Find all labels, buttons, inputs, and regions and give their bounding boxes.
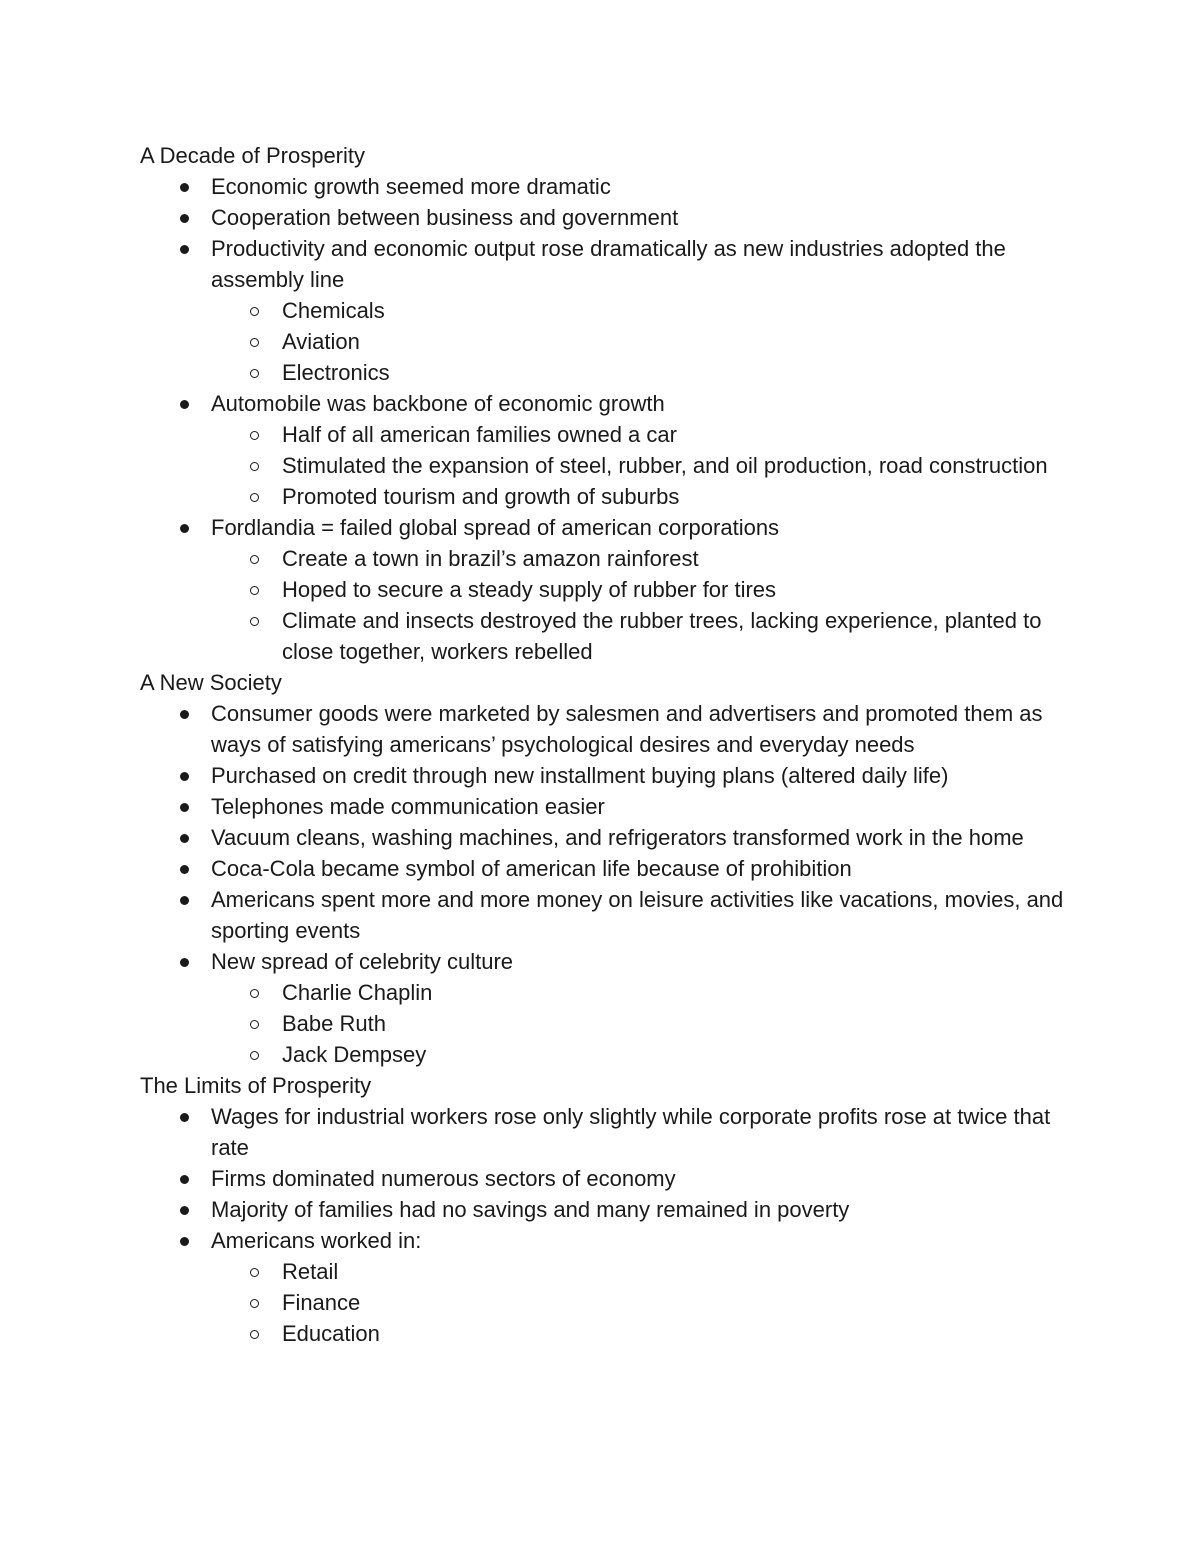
sub-list-item: [282, 574, 1070, 605]
bullet-disc-icon: [180, 524, 189, 533]
list-item: [211, 512, 1070, 667]
bullet-circle-icon: [250, 1268, 259, 1277]
document-page: [140, 140, 1070, 1349]
list-item: [211, 171, 1070, 202]
list-item-text: Firms dominated numerous sectors of economy: [211, 1166, 676, 1191]
bullet-circle-icon: [250, 369, 259, 378]
bullet-circle-icon: [250, 493, 259, 502]
sub-bullet-list: [211, 295, 1070, 388]
sub-bullet-list: [211, 543, 1070, 667]
sub-list-item-text: Promoted tourism and growth of suburbs: [282, 484, 680, 509]
list-item-text: Telephones made communication easier: [211, 794, 605, 819]
sub-list-item: [282, 295, 1070, 326]
bullet-circle-icon: [250, 462, 259, 471]
bullet-circle-icon: [250, 338, 259, 347]
sub-list-item: [282, 1256, 1070, 1287]
bullet-circle-icon: [250, 431, 259, 440]
list-item: [211, 946, 1070, 1070]
list-item: [211, 202, 1070, 233]
list-item-text: Consumer goods were marketed by salesmen and advertisers and promoted them as ways of satisfying americans’ psychological desires and everyday needs: [211, 701, 1043, 757]
list-item-text: Cooperation between business and government: [211, 205, 679, 230]
bullet-disc-icon: [180, 772, 189, 781]
bullet-circle-icon: [250, 1330, 259, 1339]
bullet-disc-icon: [180, 1113, 189, 1122]
sub-list-item: [282, 419, 1070, 450]
list-item-text: New spread of celebrity culture: [211, 949, 514, 974]
sub-bullet-list: [211, 419, 1070, 512]
list-item: [211, 822, 1070, 853]
bullet-disc-icon: [180, 214, 189, 223]
bullet-disc-icon: [180, 400, 189, 409]
sub-list-item-text: Finance: [282, 1290, 361, 1315]
list-item: [211, 1101, 1070, 1163]
sub-list-item: [282, 481, 1070, 512]
section-heading: A Decade of Prosperity: [140, 143, 366, 168]
list-item: [211, 1163, 1070, 1194]
sub-list-item: [282, 1287, 1070, 1318]
list-item: [211, 1225, 1070, 1349]
bullet-disc-icon: [180, 1175, 189, 1184]
list-item-text: Productivity and economic output rose dramatically as new industries adopted the assembly line: [211, 236, 1006, 292]
bullet-disc-icon: [180, 245, 189, 254]
sub-list-item: [282, 543, 1070, 574]
list-item-text: Fordlandia = failed global spread of american corporations: [211, 515, 780, 540]
sub-list-item: [282, 1008, 1070, 1039]
bullet-disc-icon: [180, 803, 189, 812]
sub-list-item-text: Create a town in brazil’s amazon rainforest: [282, 546, 699, 571]
bullet-circle-icon: [250, 989, 259, 998]
section-heading: The Limits of Prosperity: [140, 1073, 372, 1098]
sub-list-item-text: Chemicals: [282, 298, 385, 323]
sub-list-item-text: Electronics: [282, 360, 390, 385]
sub-list-item-text: Education: [282, 1321, 380, 1346]
list-item: [211, 853, 1070, 884]
bullet-circle-icon: [250, 307, 259, 316]
sub-list-item-text: Climate and insects destroyed the rubber trees, lacking experience, planted to close together, workers rebelled: [282, 608, 1042, 664]
bullet-disc-icon: [180, 958, 189, 967]
sub-list-item-text: Stimulated the expansion of steel, rubber, and oil production, road construction: [282, 453, 1048, 478]
list-item: [211, 1194, 1070, 1225]
section-heading: A New Society: [140, 670, 282, 695]
sub-list-item-text: Retail: [282, 1259, 339, 1284]
list-item-text: Wages for industrial workers rose only slightly while corporate profits rose at twice that rate: [211, 1104, 1051, 1160]
sub-list-item-text: Aviation: [282, 329, 360, 354]
bullet-disc-icon: [180, 896, 189, 905]
sub-list-item: [282, 977, 1070, 1008]
sub-list-item-text: Jack Dempsey: [282, 1042, 427, 1067]
sub-bullet-list: [211, 1256, 1070, 1349]
sub-list-item: [282, 357, 1070, 388]
bullet-list: [140, 171, 1070, 667]
list-item-text: Vacuum cleans, washing machines, and refrigerators transformed work in the home: [211, 825, 1024, 850]
bullet-disc-icon: [180, 1206, 189, 1215]
bullet-list: [140, 1101, 1070, 1349]
sub-list-item: [282, 605, 1070, 667]
sub-list-item-text: Charlie Chaplin: [282, 980, 433, 1005]
bullet-circle-icon: [250, 586, 259, 595]
bullet-disc-icon: [180, 1237, 189, 1246]
bullet-disc-icon: [180, 865, 189, 874]
list-item-text: Americans spent more and more money on leisure activities like vacations, movies, and sporting events: [211, 887, 1064, 943]
sub-list-item-text: Half of all american families owned a car: [282, 422, 677, 447]
list-item-text: Automobile was backbone of economic growth: [211, 391, 665, 416]
sub-list-item: [282, 1318, 1070, 1349]
bullet-circle-icon: [250, 555, 259, 564]
bullet-circle-icon: [250, 1299, 259, 1308]
sub-list-item: [282, 450, 1070, 481]
bullet-disc-icon: [180, 710, 189, 719]
sub-list-item: [282, 326, 1070, 357]
list-item: [211, 388, 1070, 512]
list-item-text: Majority of families had no savings and many remained in poverty: [211, 1197, 850, 1222]
bullet-disc-icon: [180, 834, 189, 843]
list-item: [211, 884, 1070, 946]
list-item: [211, 791, 1070, 822]
list-item-text: Americans worked in:: [211, 1228, 422, 1253]
list-item: [211, 760, 1070, 791]
bullet-circle-icon: [250, 617, 259, 626]
bullet-circle-icon: [250, 1020, 259, 1029]
sub-bullet-list: [211, 977, 1070, 1070]
sub-list-item-text: Babe Ruth: [282, 1011, 386, 1036]
bullet-list: [140, 698, 1070, 1070]
sub-list-item-text: Hoped to secure a steady supply of rubber for tires: [282, 577, 777, 602]
list-item: [211, 233, 1070, 388]
sub-list-item: [282, 1039, 1070, 1070]
list-item: [211, 698, 1070, 760]
bullet-disc-icon: [180, 183, 189, 192]
list-item-text: Coca-Cola became symbol of american life because of prohibition: [211, 856, 852, 881]
list-item-text: Purchased on credit through new installment buying plans (altered daily life): [211, 763, 949, 788]
bullet-circle-icon: [250, 1051, 259, 1060]
list-item-text: Economic growth seemed more dramatic: [211, 174, 611, 199]
